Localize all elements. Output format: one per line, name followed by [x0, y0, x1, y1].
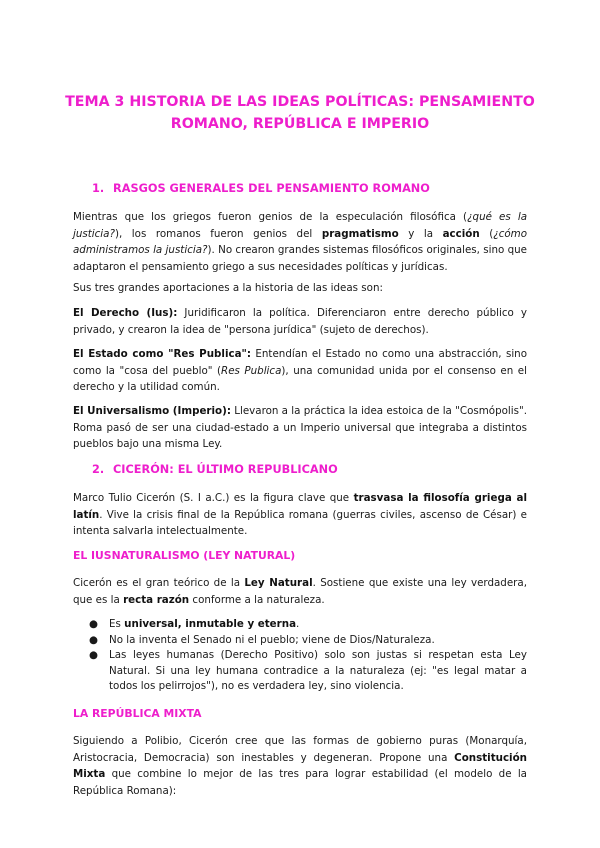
bold-term: Constitución Mixta [73, 751, 527, 780]
title-line-1: TEMA 3 HISTORIA DE LAS IDEAS POLÍTICAS: PENSAMIENTO [65, 94, 535, 110]
bold-term: El Universalismo (Imperio): [73, 405, 231, 417]
estado-paragraph [73, 346, 527, 396]
text: Marco Tulio Cicerón (S. I a.C.) es la figura clave que [73, 492, 354, 504]
ley-natural-paragraph [73, 575, 527, 608]
iusnaturalismo-heading: EL IUSNATURALISMO (LEY NATURAL) [73, 549, 296, 562]
list-item [73, 633, 527, 649]
section-2-heading [92, 462, 338, 478]
bold-term: recta razón [123, 593, 190, 606]
emphasis: ¿cómo administramos la justicia? [73, 227, 527, 256]
text: ), los romanos fueron genios del [114, 227, 322, 240]
text: . Vive la crisis final de la República romana (guerras civiles, ascenso de César) e intenta salvarla intelectualmente. [73, 508, 527, 537]
text: Las leyes humanas (Derecho Positivo) solo son justas si respetan esta Ley Natural. Si una ley humana contradice a la naturaleza (ej: "es legal matar a todos los pelirrojos"), no es verdadera ley, sino violencia. [109, 649, 527, 692]
section-1-intro [73, 209, 527, 275]
text: y la [398, 227, 443, 240]
text: Llevaron a la práctica la idea estoica de la "Cosmópolis". Roma pasó de ser una ciudad-estado a un Imperio universal que integraba a distintos pueblos bajo una misma Ley. [73, 405, 527, 450]
list-item [73, 648, 527, 695]
derecho-paragraph [73, 305, 527, 338]
bold-term: El Estado como "Res Publica": [73, 348, 252, 360]
text: que combine lo mejor de las tres para lograr estabilidad (el modelo de la República Romana): [73, 768, 527, 797]
bold-term: El Derecho (Ius): [73, 307, 178, 319]
emphasis: Res Publica [221, 364, 282, 377]
document-title [60, 91, 540, 135]
bold-term: pragmatismo [321, 227, 399, 240]
title-line-2: ROMANO, REPÚBLICA E IMPERIO [170, 116, 430, 132]
aportaciones-intro: Sus tres grandes aportaciones a la historia de las ideas son: [73, 282, 383, 294]
bold-term: universal, inmutable y eterna [124, 618, 297, 630]
list-item [73, 617, 527, 633]
text: . Sostiene que existe una ley verdadera, que es la [73, 577, 527, 606]
text: conforme a la naturaleza. [189, 593, 325, 606]
text: Entendían el Estado no como una abstracción, sino como la "cosa del pueblo" ( [73, 348, 528, 377]
text: ), una comunidad unida por el consenso en el derecho y la utilidad común. [73, 364, 527, 393]
text: Cicerón es el gran teórico de la [73, 577, 245, 589]
bullet-icon: ● [89, 633, 98, 646]
text: ). No crearon grandes sistemas filosóficos originales, sino que adaptaron el pensamiento griego a sus necesidades políticas y jurídicas. [73, 244, 527, 273]
emphasis: ¿qué es la justicia? [73, 211, 528, 240]
universalismo-paragraph [73, 403, 527, 453]
text: ( [479, 227, 494, 240]
text: Siguiendo a Polibio, Cicerón cree que las formas de gobierno puras (Monarquía, Aristocracia, Democracia) son inestables y degeneran. Propone una [73, 735, 527, 764]
section-2-intro [73, 490, 527, 540]
text: . [296, 618, 300, 630]
text: Mientras que los griegos fueron genios de la especulación filosófica ( [73, 211, 468, 223]
republica-mixta-paragraph [73, 733, 527, 799]
ley-natural-list [73, 617, 527, 695]
section-2-number: 2. [92, 463, 105, 476]
bold-term: acción [442, 227, 480, 240]
section-2-title: CICERÓN: EL ÚLTIMO REPUBLICANO [113, 463, 338, 476]
text: Es [109, 618, 125, 630]
text: Juridificaron la política. Diferenciaron entre derecho público y privado, y crearon la idea de "persona jurídica" (sujeto de derechos). [73, 307, 528, 336]
bold-term: trasvasa la filosofía griega al latín [73, 492, 527, 521]
text: No la inventa el Senado ni el pueblo; viene de Dios/Naturaleza. [109, 633, 435, 646]
bullet-icon: ● [89, 618, 98, 630]
section-1-heading [92, 181, 430, 197]
republica-mixta-heading: LA REPÚBLICA MIXTA [73, 707, 202, 720]
section-1-number: 1. [92, 182, 105, 195]
bullet-icon: ● [89, 649, 98, 661]
bold-term: Ley Natural [244, 577, 313, 589]
section-1-title: RASGOS GENERALES DEL PENSAMIENTO ROMANO [113, 182, 430, 195]
